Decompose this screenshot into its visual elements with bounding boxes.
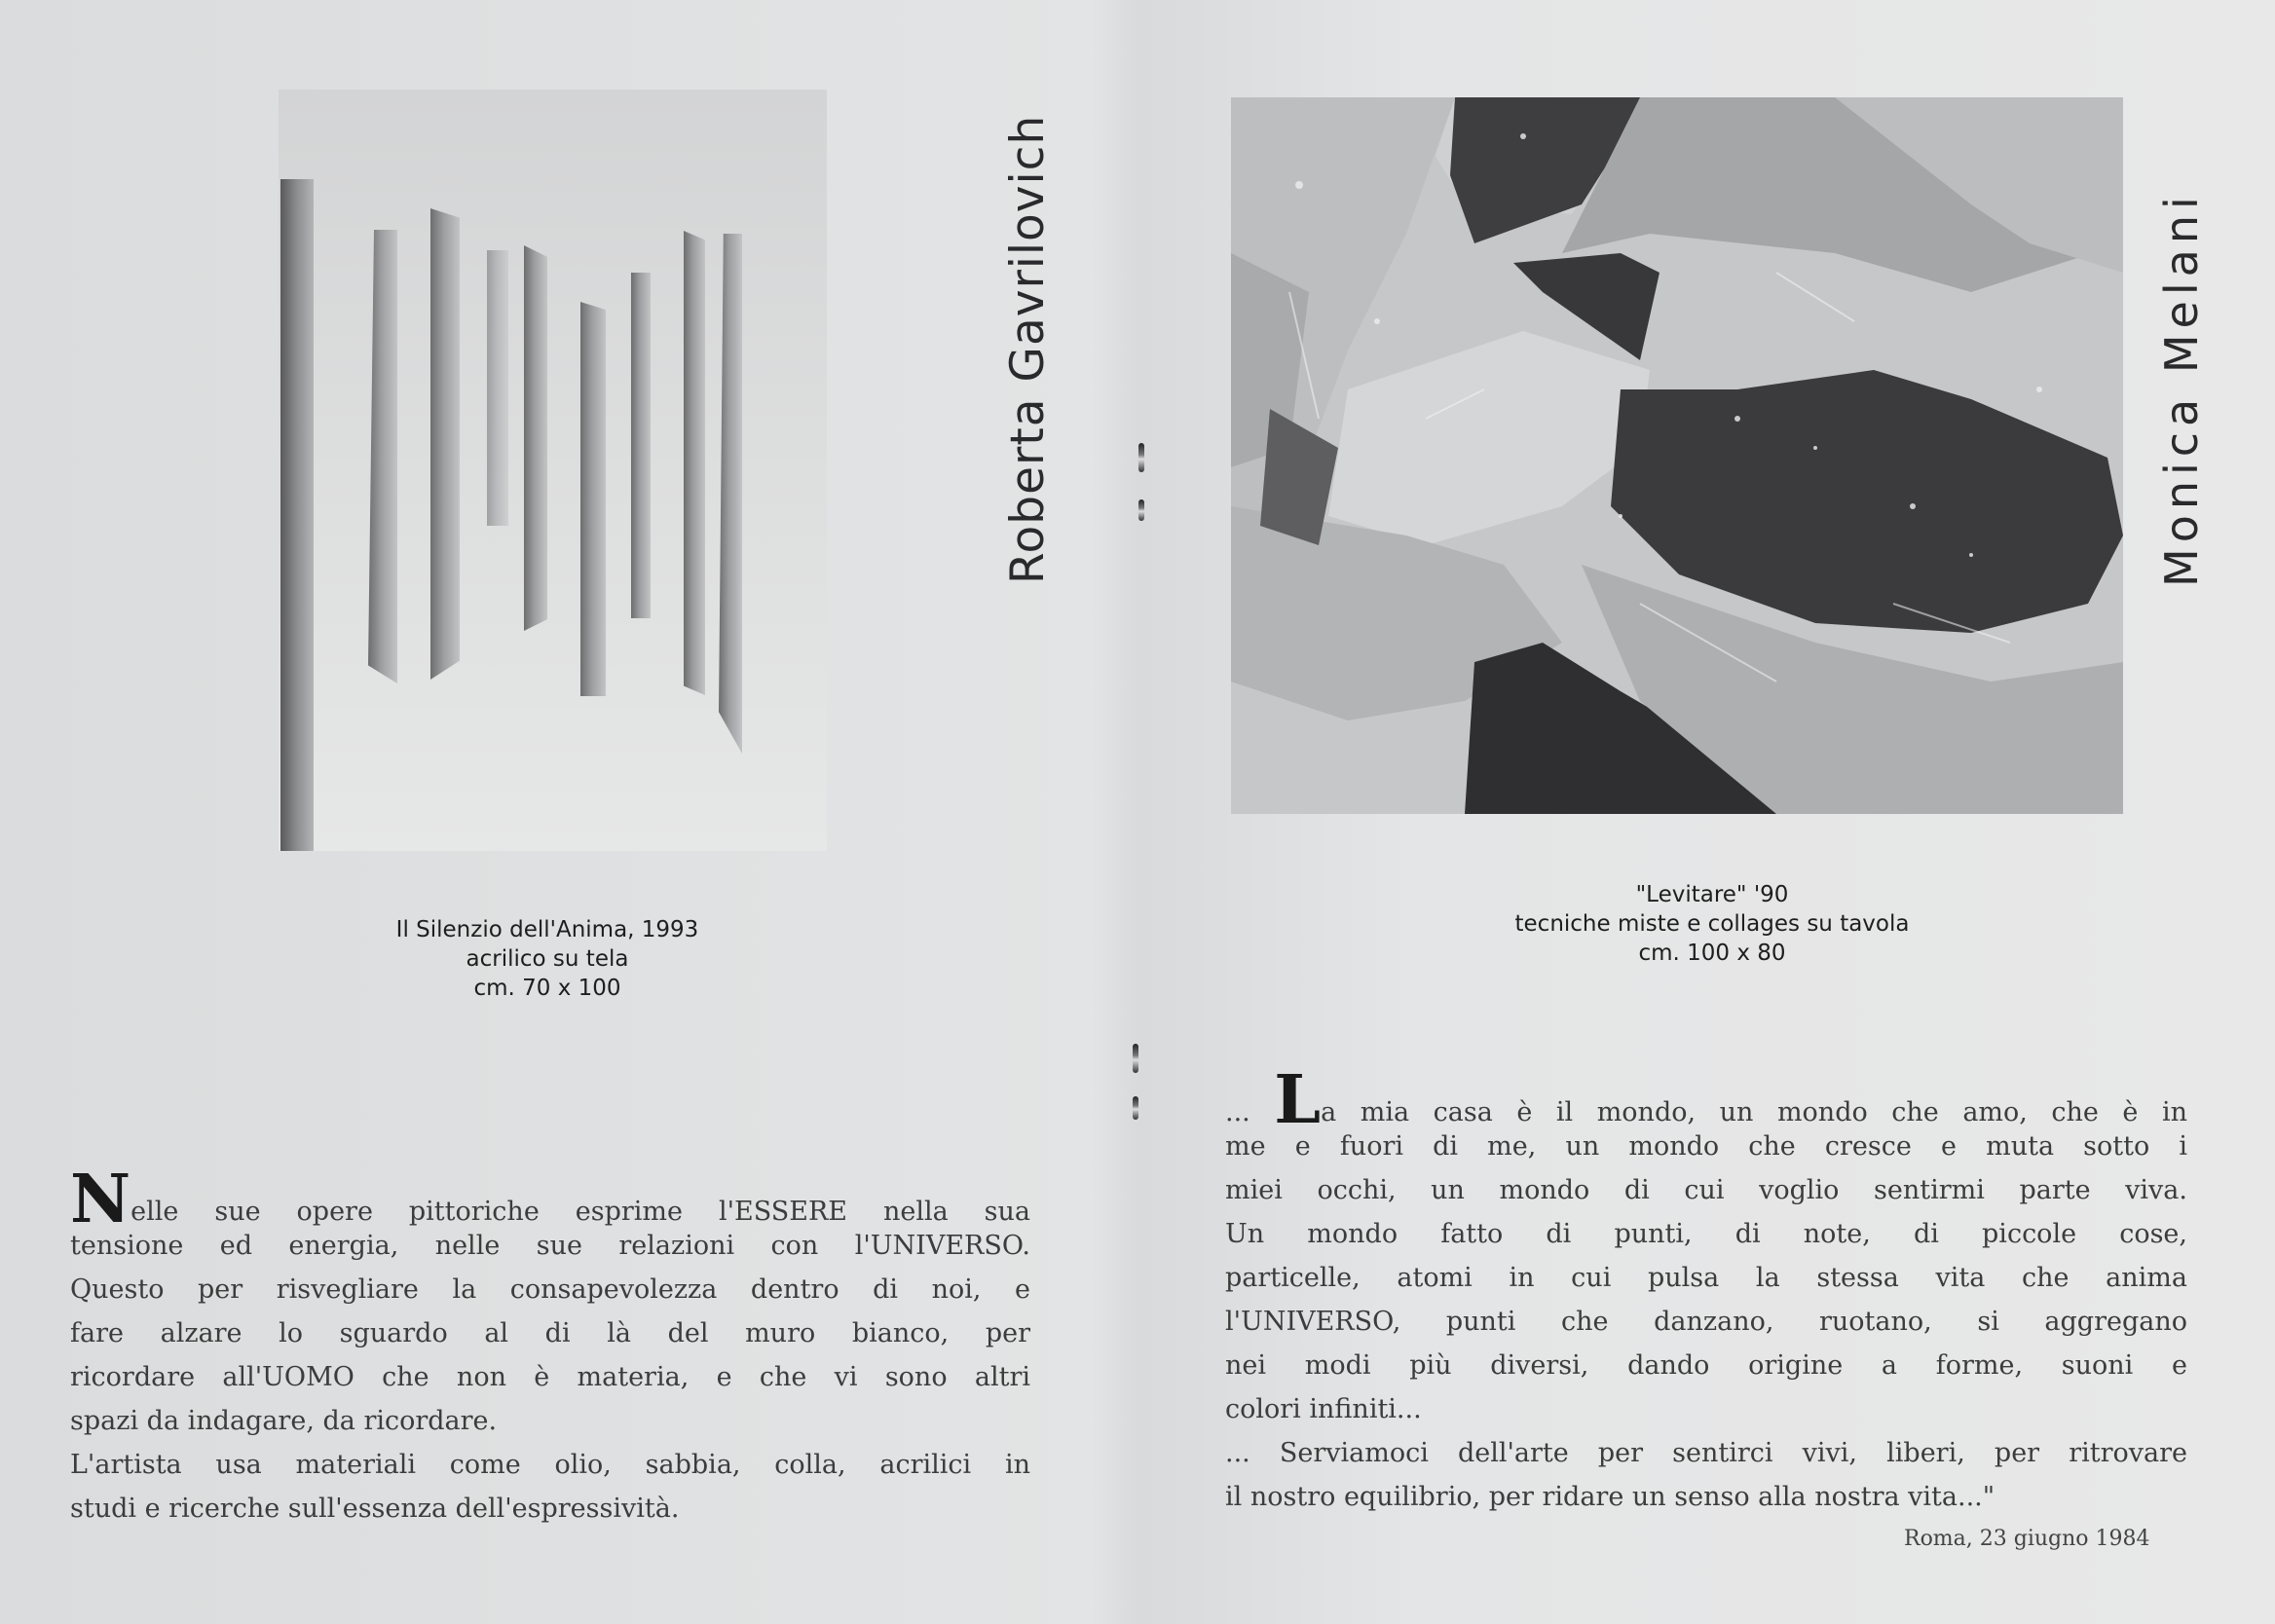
painting-panel	[719, 234, 742, 754]
caption-title: Il Silenzio dell'Anima, 1993	[395, 917, 699, 942]
drop-cap: N	[70, 1161, 131, 1238]
text-line: colori infiniti...	[1225, 1394, 1422, 1424]
text-line: miei occhi, un mondo di cui voglio sentirmi parte viva.	[1225, 1175, 2187, 1205]
text-line: L'artista usa materiali come olio, sabbia, colla, acrilici in	[70, 1450, 1030, 1480]
caption-medium: tecniche miste e collages su tavola	[1514, 911, 1910, 937]
artist-name: Roberta Gavrilovich	[1001, 114, 1055, 584]
text-line: Questo per risvegliare la consapevolezza dentro di noi, e	[70, 1274, 1030, 1305]
text-line: me e fuori di me, un mondo che cresce e muta sotto i	[1225, 1131, 2187, 1162]
caption-dimensions: cm. 100 x 80	[1638, 941, 1786, 966]
text-line: Un mondo fatto di punti, di note, di piccole cose,	[1225, 1219, 2187, 1249]
text-line: fare alzare lo sguardo al di là del muro bianco, per	[70, 1318, 1030, 1348]
painting-panel	[684, 231, 705, 695]
text-line: Nelle sue opere pittoriche esprime l'ESSERE nella sua	[70, 1161, 1030, 1238]
painting-panel	[524, 245, 547, 631]
artist-statement-1	[70, 1161, 1030, 1531]
text-line: studi e ricerche sull'essenza dell'espressività.	[70, 1494, 680, 1524]
staple-mark	[1138, 499, 1144, 521]
painting-caption-1	[362, 915, 732, 1003]
signature-date: Roma, 23 giugno 1984	[1904, 1527, 2150, 1551]
artist-statement-2	[1225, 1061, 2187, 1519]
painting-levitare	[1231, 97, 2123, 814]
drop-cap: L	[1274, 1061, 1322, 1139]
text-line: spazi da indagare, da ricordare.	[70, 1406, 498, 1436]
staple-mark	[1133, 1044, 1138, 1073]
text-line: l'UNIVERSO, punti che danzano, ruotano, si aggregano	[1225, 1307, 2187, 1337]
caption-dimensions: cm. 70 x 100	[473, 976, 621, 1001]
painting-panel	[580, 302, 606, 696]
text-line: ... Serviamoci dell'arte per sentirci vivi, liberi, per ritrovare	[1225, 1438, 2187, 1468]
painting-panel	[487, 250, 508, 526]
staple-mark	[1133, 1096, 1138, 1120]
text-line: nei modi più diversi, dando origine a forme, suoni e	[1225, 1350, 2187, 1381]
painting-panel	[430, 208, 460, 680]
artist-name: Monica Melani	[2155, 191, 2208, 587]
collage-artwork	[1231, 97, 2123, 814]
painting-panel	[368, 230, 397, 683]
painting-caption-2	[1488, 880, 1936, 968]
text-line: il nostro equilibrio, per ridare un senso alla nostra vita..."	[1225, 1482, 1995, 1512]
text-line: tensione ed energia, nelle sue relazioni con l'UNIVERSO.	[70, 1231, 1030, 1261]
caption-medium: acrilico su tela	[466, 946, 629, 972]
painting-il-silenzio-dell-anima	[279, 90, 827, 851]
painting-panel	[631, 273, 651, 618]
staple-mark	[1138, 443, 1144, 472]
text-line: particelle, atomi in cui pulsa la stessa vita che anima	[1225, 1263, 2187, 1293]
text-line: ... La mia casa è il mondo, un mondo che amo, che è in	[1225, 1061, 2187, 1139]
painting-panel	[280, 179, 314, 851]
text-line: ricordare all'UOMO che non è materia, e che vi sono altri	[70, 1362, 1030, 1392]
caption-title: "Levitare" '90	[1635, 882, 1789, 907]
